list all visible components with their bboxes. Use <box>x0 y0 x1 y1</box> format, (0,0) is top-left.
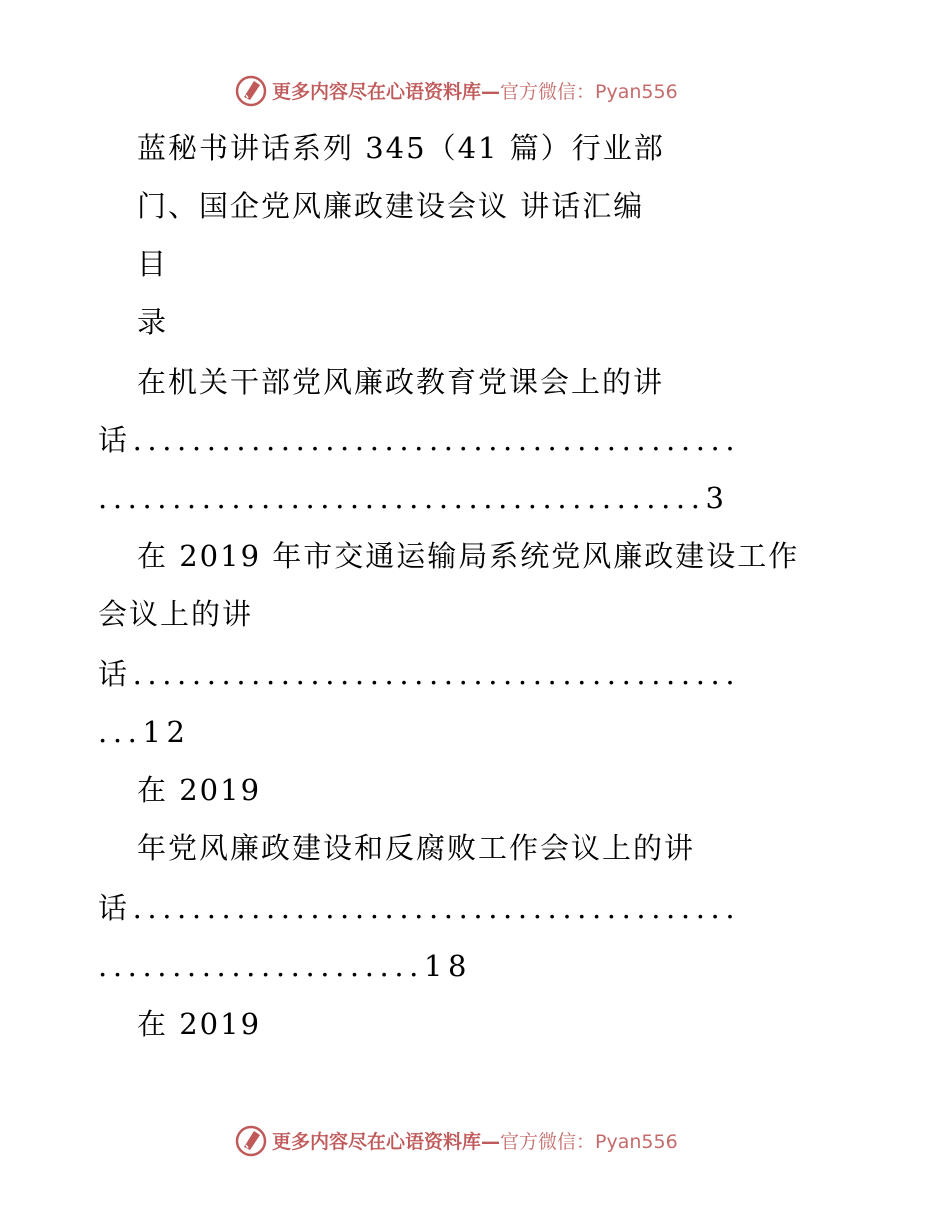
document-title-line-1: 蓝秘书讲话系列 345（41 篇）行业部 <box>137 131 665 165</box>
pen-nib-logo-icon <box>234 1123 268 1157</box>
toc-entry-2-page[interactable]: ...12 <box>98 715 191 749</box>
toc-entry-3-title-cont[interactable]: 年党风廉政建设和反腐败工作会议上的讲 <box>137 831 696 865</box>
toc-entry-1-page[interactable]: .........................................3 <box>98 481 730 515</box>
toc-entry-1-title[interactable]: 在机关干部党风廉政教育党课会上的讲 <box>137 365 665 399</box>
document-title-line-2: 门、国企党风廉政建设会议 讲话汇编 <box>137 189 645 223</box>
footer-banner <box>0 1120 950 1160</box>
toc-entry-4-title[interactable]: 在 2019 <box>137 1007 262 1041</box>
pen-nib-logo-icon <box>234 73 268 107</box>
toc-entry-1-leader[interactable]: 话......................................... <box>98 423 741 457</box>
toc-entry-2-title[interactable]: 在 2019 年市交通运输局系统党风廉政建设工作 <box>137 539 800 573</box>
toc-entry-3-page[interactable]: ......................18 <box>98 949 473 983</box>
toc-heading-char-2: 录 <box>137 305 169 339</box>
toc-entry-3-leader[interactable]: 话......................................... <box>98 891 741 925</box>
toc-heading-char-1: 目 <box>137 247 169 281</box>
toc-entry-2-title-cont[interactable]: 会议上的讲 <box>98 597 254 631</box>
banner-text: 更多内容尽在心语资料库—官方微信：Pyan556 <box>272 80 678 103</box>
toc-entry-3-title[interactable]: 在 2019 <box>137 773 262 807</box>
banner-text: 更多内容尽在心语资料库—官方微信：Pyan556 <box>272 1130 678 1153</box>
toc-entry-2-leader[interactable]: 话......................................... <box>98 657 741 691</box>
header-banner <box>0 70 950 110</box>
